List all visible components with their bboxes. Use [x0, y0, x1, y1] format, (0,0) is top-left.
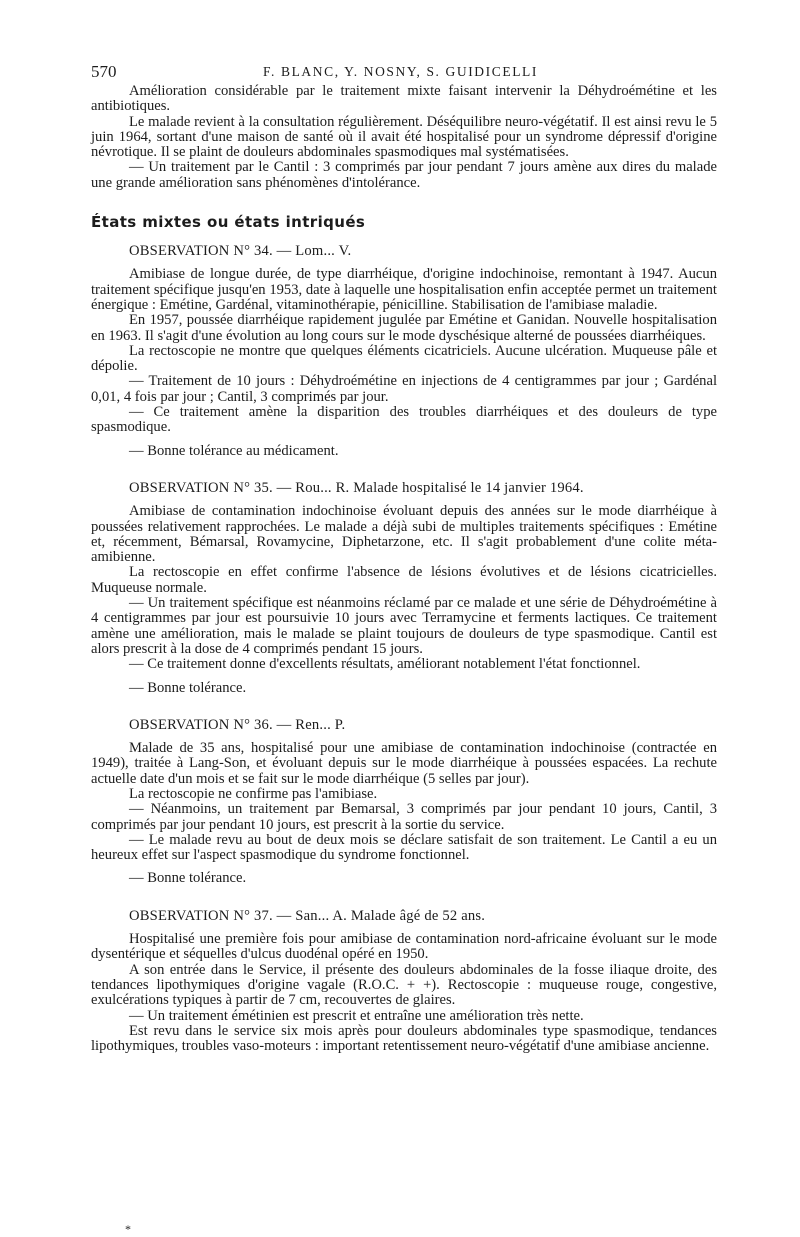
observation-body [91, 741, 717, 887]
paragraph: Est revu dans le service six mois après pour douleurs abdominales type spasmodique, tendances lipothymiques, troubles vaso-moteurs : important retentissement neuro-végétatif d'une amibiase ancienne. [91, 1022, 717, 1055]
observation-heading: OBSERVATION N° 34. — Lom... V. [129, 243, 352, 260]
paragraph: La rectoscopie en effet confirme l'absence de lésions évolutives et de lésions cicatricielles. Muqueuse normale. [91, 564, 717, 596]
document-page [91, 62, 717, 1054]
page-header [91, 62, 717, 84]
paragraph: — Bonne tolérance. [129, 679, 247, 696]
paragraph: Le malade revient à la consultation régulièrement. Déséquilibre neuro-végétatif. Il est ainsi revu le 5 juin 1964, sortant d'une maison de santé où il avait été hospitalisé pour un syndrome dépressif d'origine névrotique. Il se plaint de douleurs abdominales spasmodiques mal systématisées. [91, 113, 717, 161]
paragraph: — Ce traitement amène la disparition des troubles diarrhéiques et des douleurs de type spasmodique. [91, 404, 717, 436]
observation-body [91, 932, 717, 1054]
paragraph: En 1957, poussée diarrhéique rapidement jugulée par Emétine et Ganidan. Nouvelle hospitalisation en 1963. Il s'agit d'une évolution au long cours sur le mode dyschésique alterné de poussées diarrhéiques. [91, 312, 717, 344]
observation-body [91, 267, 717, 459]
running-title: F. BLANC, Y. NOSNY, S. GUIDICELLI [263, 64, 538, 79]
paragraph: A son entrée dans le Service, il présente des douleurs abdominales de la fosse iliaque droite, des tendances lipothymiques d'origine vagale (R.O.C. + +). Rectoscopie : muqueuse rouge, congestive, exulcérations typiques à partir de 7 cm, recouvertes de glaires. [91, 961, 717, 1009]
paragraph: — Ce traitement donne d'excellents résultats, améliorant notablement l'état fonctionnel. [129, 656, 641, 673]
paragraph: — Bonne tolérance. [129, 870, 247, 887]
section-title: États mixtes ou états intriqués [91, 213, 366, 232]
observation-heading: OBSERVATION N° 35. — Rou... R. Malade hospitalisé le 14 janvier 1964. [129, 479, 584, 496]
paragraph: La rectoscopie ne confirme pas l'amibiase. [129, 785, 378, 802]
paragraph: — Traitement de 10 jours : Déhydroémétine en injections de 4 centigrammes par jour ; Gardénal 0,01, 4 fois par jour ; Cantil, 3 comprimés par jour. [91, 373, 717, 405]
paragraph: Malade de 35 ans, hospitalisé pour une amibiase de contamination indochinoise (contractée en 1949), traitée à Lang-Son, et évoluant depuis sur le mode diarrhéique à poussées espacées. La rechute actuelle date d'un mois et se fait sur le mode diarrhéique (5 selles par jour). [91, 740, 717, 787]
observation-heading: OBSERVATION N° 36. — Ren... P. [129, 716, 346, 733]
page-number: 570 [91, 62, 117, 81]
paragraph: Amibiase de longue durée, de type diarrhéique, d'origine indochinoise, remontant à 1947. Aucun traitement spécifique jusqu'en 1953, date à laquelle une hospitalisation enfin acceptée permet un traitement énergique : Emétine, Gardénal, vitaminothérapie, pénicilline. Stabilisation de l'amibiase maladie. [91, 266, 717, 313]
paragraph: — Un traitement émétinien est prescrit et entraîne une amélioration très nette. [129, 1007, 584, 1024]
paragraph: Hospitalisé une première fois pour amibiase de contamination nord-africaine évoluant sur le mode dysentérique et séquelles d'ulcus duodénal opéré en 1950. [91, 931, 717, 963]
paragraph: — Un traitement spécifique est néanmoins réclamé par ce malade et une série de Déhydroémétine à 4 centigrammes par jour est poursuivie 10 jours avec Terramycine et ferments lactiques. Ce traitement amène une amélioration, mais le malade se plaint toujours de douleurs de type spasmodique. Cantil est alors prescrit à la dose de 4 comprimés pendant 15 jours. [91, 595, 717, 657]
intro-text [91, 84, 717, 191]
paragraph: — Néanmoins, un traitement par Bemarsal, 3 comprimés par jour pendant 10 jours, Cantil, 3 comprimés par jour pendant 10 jours, est prescrit à la sortie du service. [91, 801, 717, 833]
paragraph: — Un traitement par le Cantil : 3 comprimés par jour pendant 7 jours amène aux dires du malade une grande amélioration sans phénomènes d'intolérance. [91, 159, 717, 191]
footer-mark: * [125, 1222, 131, 1236]
paragraph: La rectoscopie ne montre que quelques éléments cicatriciels. Aucune ulcération. Muqueuse pâle et dépolie. [91, 342, 717, 375]
paragraph: — Bonne tolérance au médicament. [129, 442, 339, 459]
observation-body [91, 504, 717, 696]
observation-heading: OBSERVATION N° 37. — San... A. Malade âgé de 52 ans. [129, 907, 486, 924]
paragraph: Amibiase de contamination indochinoise évoluant depuis des années sur le mode diarrhéique à poussées relativement rapprochées. Le malade a déjà subi de multiples traitements spécifiques : Emétine et, récemment, Bémarsal, Rovamycine, Diphetarzone, etc. Il s'agit probablement d'une colite méta-amibienne. [91, 503, 717, 566]
paragraph: — Le malade revu au bout de deux mois se déclare satisfait de son traitement. Le Cantil a eu un heureux effet sur l'aspect spasmodique du syndrome fonctionnel. [91, 831, 717, 864]
paragraph: Amélioration considérable par le traitement mixte faisant intervenir la Déhydroémétine et les antibiotiques. [91, 83, 717, 115]
